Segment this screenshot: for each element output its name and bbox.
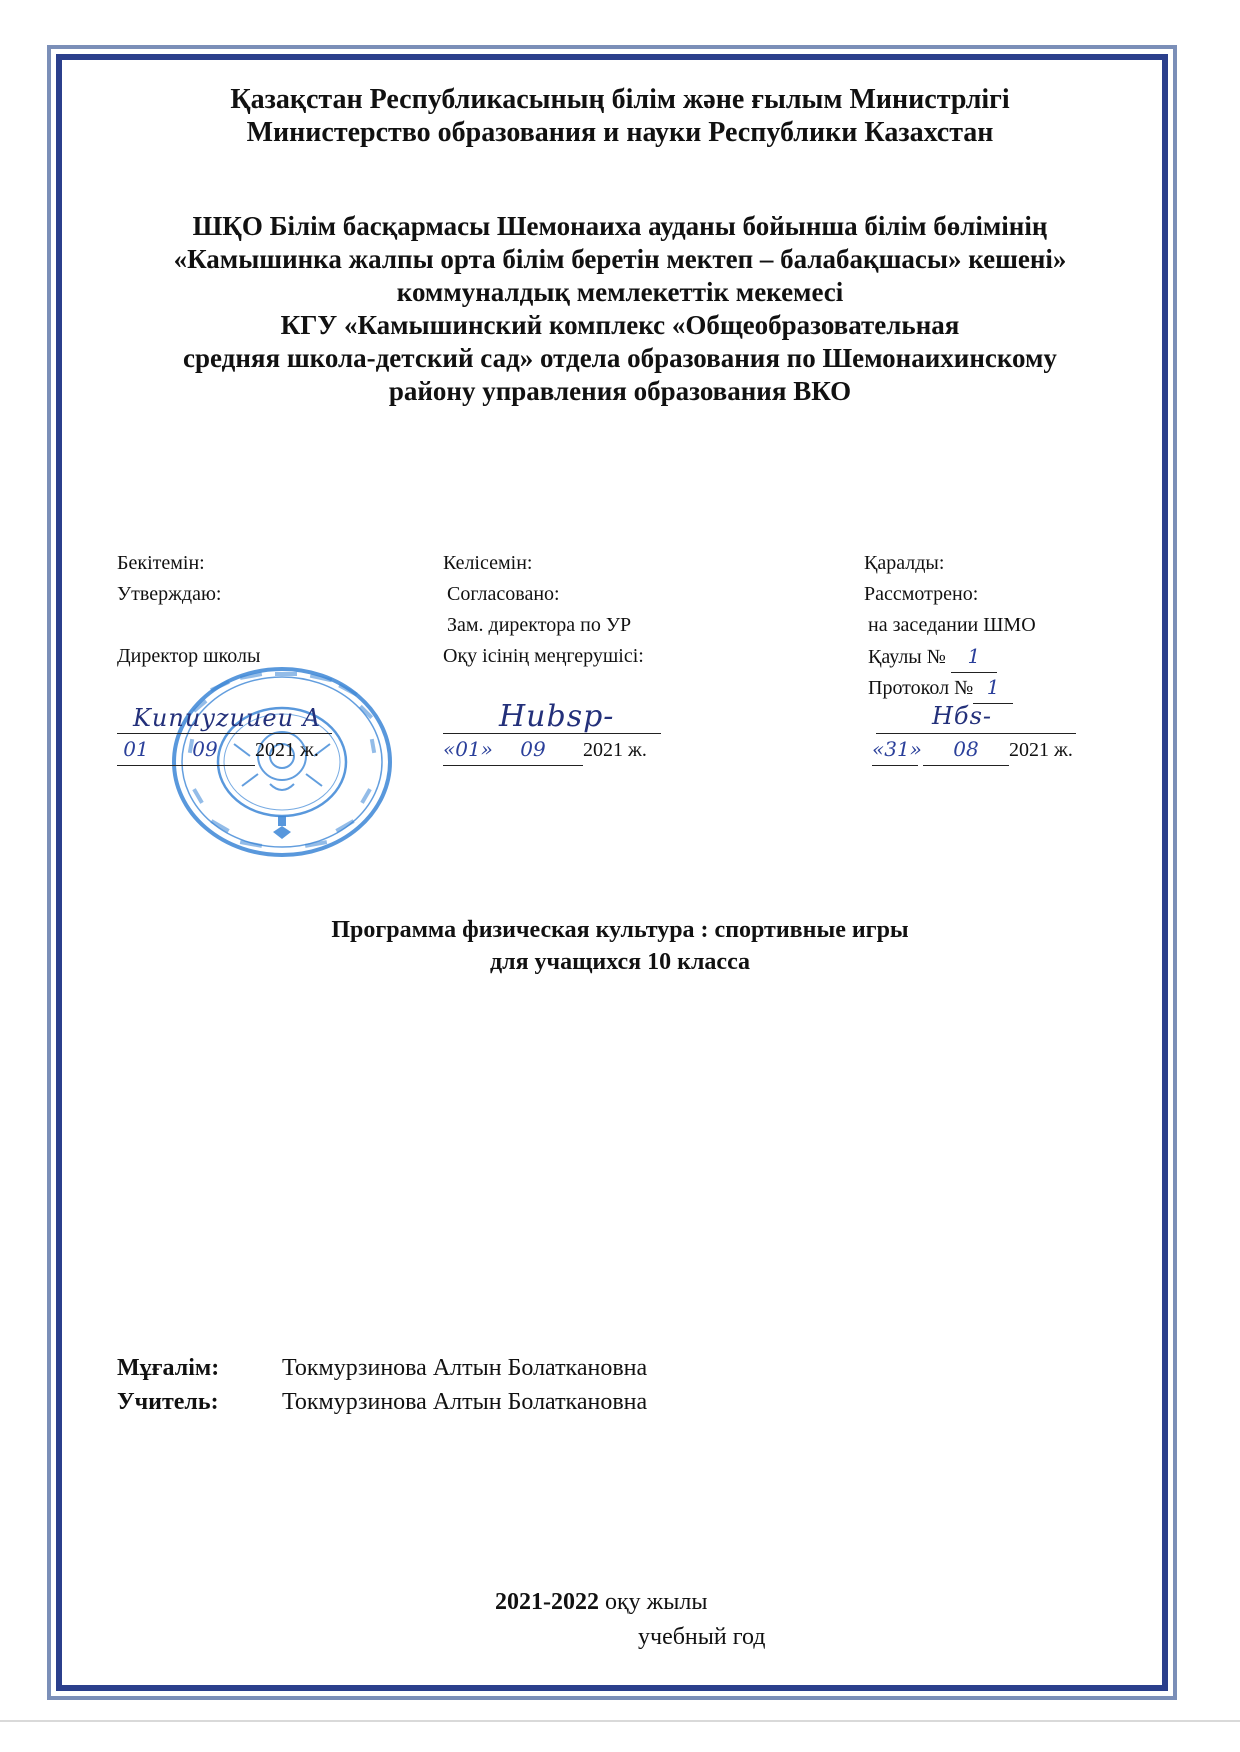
- teacher-name-ru: Токмурзинова Алтын Болаткановна: [282, 1389, 648, 1415]
- teacher-label-ru: Учитель:: [117, 1389, 219, 1415]
- academic-year-kz: [495, 1585, 707, 1619]
- academic-years: 2021-2022: [495, 1589, 599, 1615]
- approval-left-kz: Бекітемін:: [117, 552, 205, 574]
- institution-line-3: коммуналдық мемлекеттік мекемесі: [396, 277, 844, 307]
- director-signature: Kиnuyzuиeu A: [133, 704, 322, 732]
- approval-middle-kz: Келісемін:: [443, 552, 533, 574]
- approval-right-protocol: [864, 672, 1076, 703]
- teacher-row-ru: [117, 1385, 647, 1419]
- director-signature-line: [117, 703, 332, 734]
- approval-left-month: 09: [155, 734, 255, 766]
- approval-right-ru: Рассмотрено:: [864, 583, 979, 605]
- approval-left-position: Директор школы: [117, 645, 261, 667]
- institution-line-6: району управления образования ВКО: [388, 376, 852, 406]
- approval-left: [117, 548, 332, 765]
- approval-right-kz: Қаралды:: [864, 552, 945, 574]
- approval-middle-position-ru: Зам. директора по УР: [447, 614, 632, 636]
- program-title-line-1: Программа физическая культура : спортивные игры: [331, 917, 909, 943]
- approval-middle: [443, 548, 661, 765]
- institution-line-2: «Камышинка жалпы орта білім беретін мектеп – балабақшасы» кешені»: [173, 244, 1067, 274]
- decision-label: Қаулы №: [868, 646, 946, 668]
- approval-middle-position-kz: Оқу ісінің меңгерушісі:: [443, 645, 644, 667]
- protocol-number: 1: [973, 672, 1013, 704]
- approval-right-month: 08: [923, 734, 1009, 766]
- program-title: [60, 914, 1180, 978]
- institution-line-4: КГУ «Камышинский комплекс «Общеобразовательная: [280, 310, 960, 340]
- protocol-label: Протокол №: [868, 677, 974, 699]
- shmo-signature: Hбs-: [932, 702, 993, 730]
- program-title-line-2: для учащихся 10 класса: [489, 949, 751, 975]
- ministry-header: [60, 83, 1180, 149]
- teacher-row-kz: [117, 1351, 647, 1385]
- approval-right: [864, 548, 1076, 765]
- approval-right-year: 2021 ж.: [1009, 739, 1073, 761]
- approval-right-day: «31»: [872, 734, 918, 766]
- approval-right-meeting: на заседании ШМО: [868, 614, 1036, 636]
- deputy-signature: Hиbsp-: [499, 699, 615, 734]
- academic-year-kz-suffix: оқу жылы: [605, 1589, 708, 1615]
- institution-line-1: ШҚО Білім басқармасы Шемонаиха ауданы бойынша білім бөлімінің: [192, 211, 1048, 241]
- scan-edge-line: [0, 1720, 1240, 1722]
- approval-right-decision: [864, 641, 1076, 672]
- teacher-label-kz: Мұғалім:: [117, 1355, 220, 1381]
- approval-middle-month: 09: [483, 734, 583, 766]
- approval-left-date: [117, 734, 332, 765]
- approval-left-ru: Утверждаю:: [117, 583, 222, 605]
- approval-middle-year: 2021 ж.: [583, 739, 647, 761]
- approval-middle-date: [443, 734, 661, 765]
- approval-left-year: 2021 ж.: [255, 739, 319, 761]
- deputy-signature-line: [443, 699, 661, 734]
- ministry-header-kz: Қазақстан Республикасының білім және ғылым Министрлігі: [230, 84, 1010, 115]
- approval-middle-day: «01»: [443, 734, 483, 766]
- approval-left-day: 01: [117, 734, 155, 766]
- academic-year-ru: учебный год: [638, 1624, 766, 1650]
- teacher-name-kz: Токмурзинова Алтын Болаткановна: [282, 1355, 648, 1381]
- ministry-header-ru: Министерство образования и науки Республики Казахстан: [246, 117, 994, 148]
- approval-right-date: [864, 734, 1076, 765]
- institution-block: [60, 210, 1180, 408]
- decision-number: 1: [951, 641, 997, 673]
- approval-middle-ru: Согласовано:: [447, 583, 560, 605]
- shmo-signature-line: [876, 703, 1076, 734]
- institution-line-5: средняя школа-детский сад» отдела образования по Шемонаихинскому: [183, 343, 1057, 373]
